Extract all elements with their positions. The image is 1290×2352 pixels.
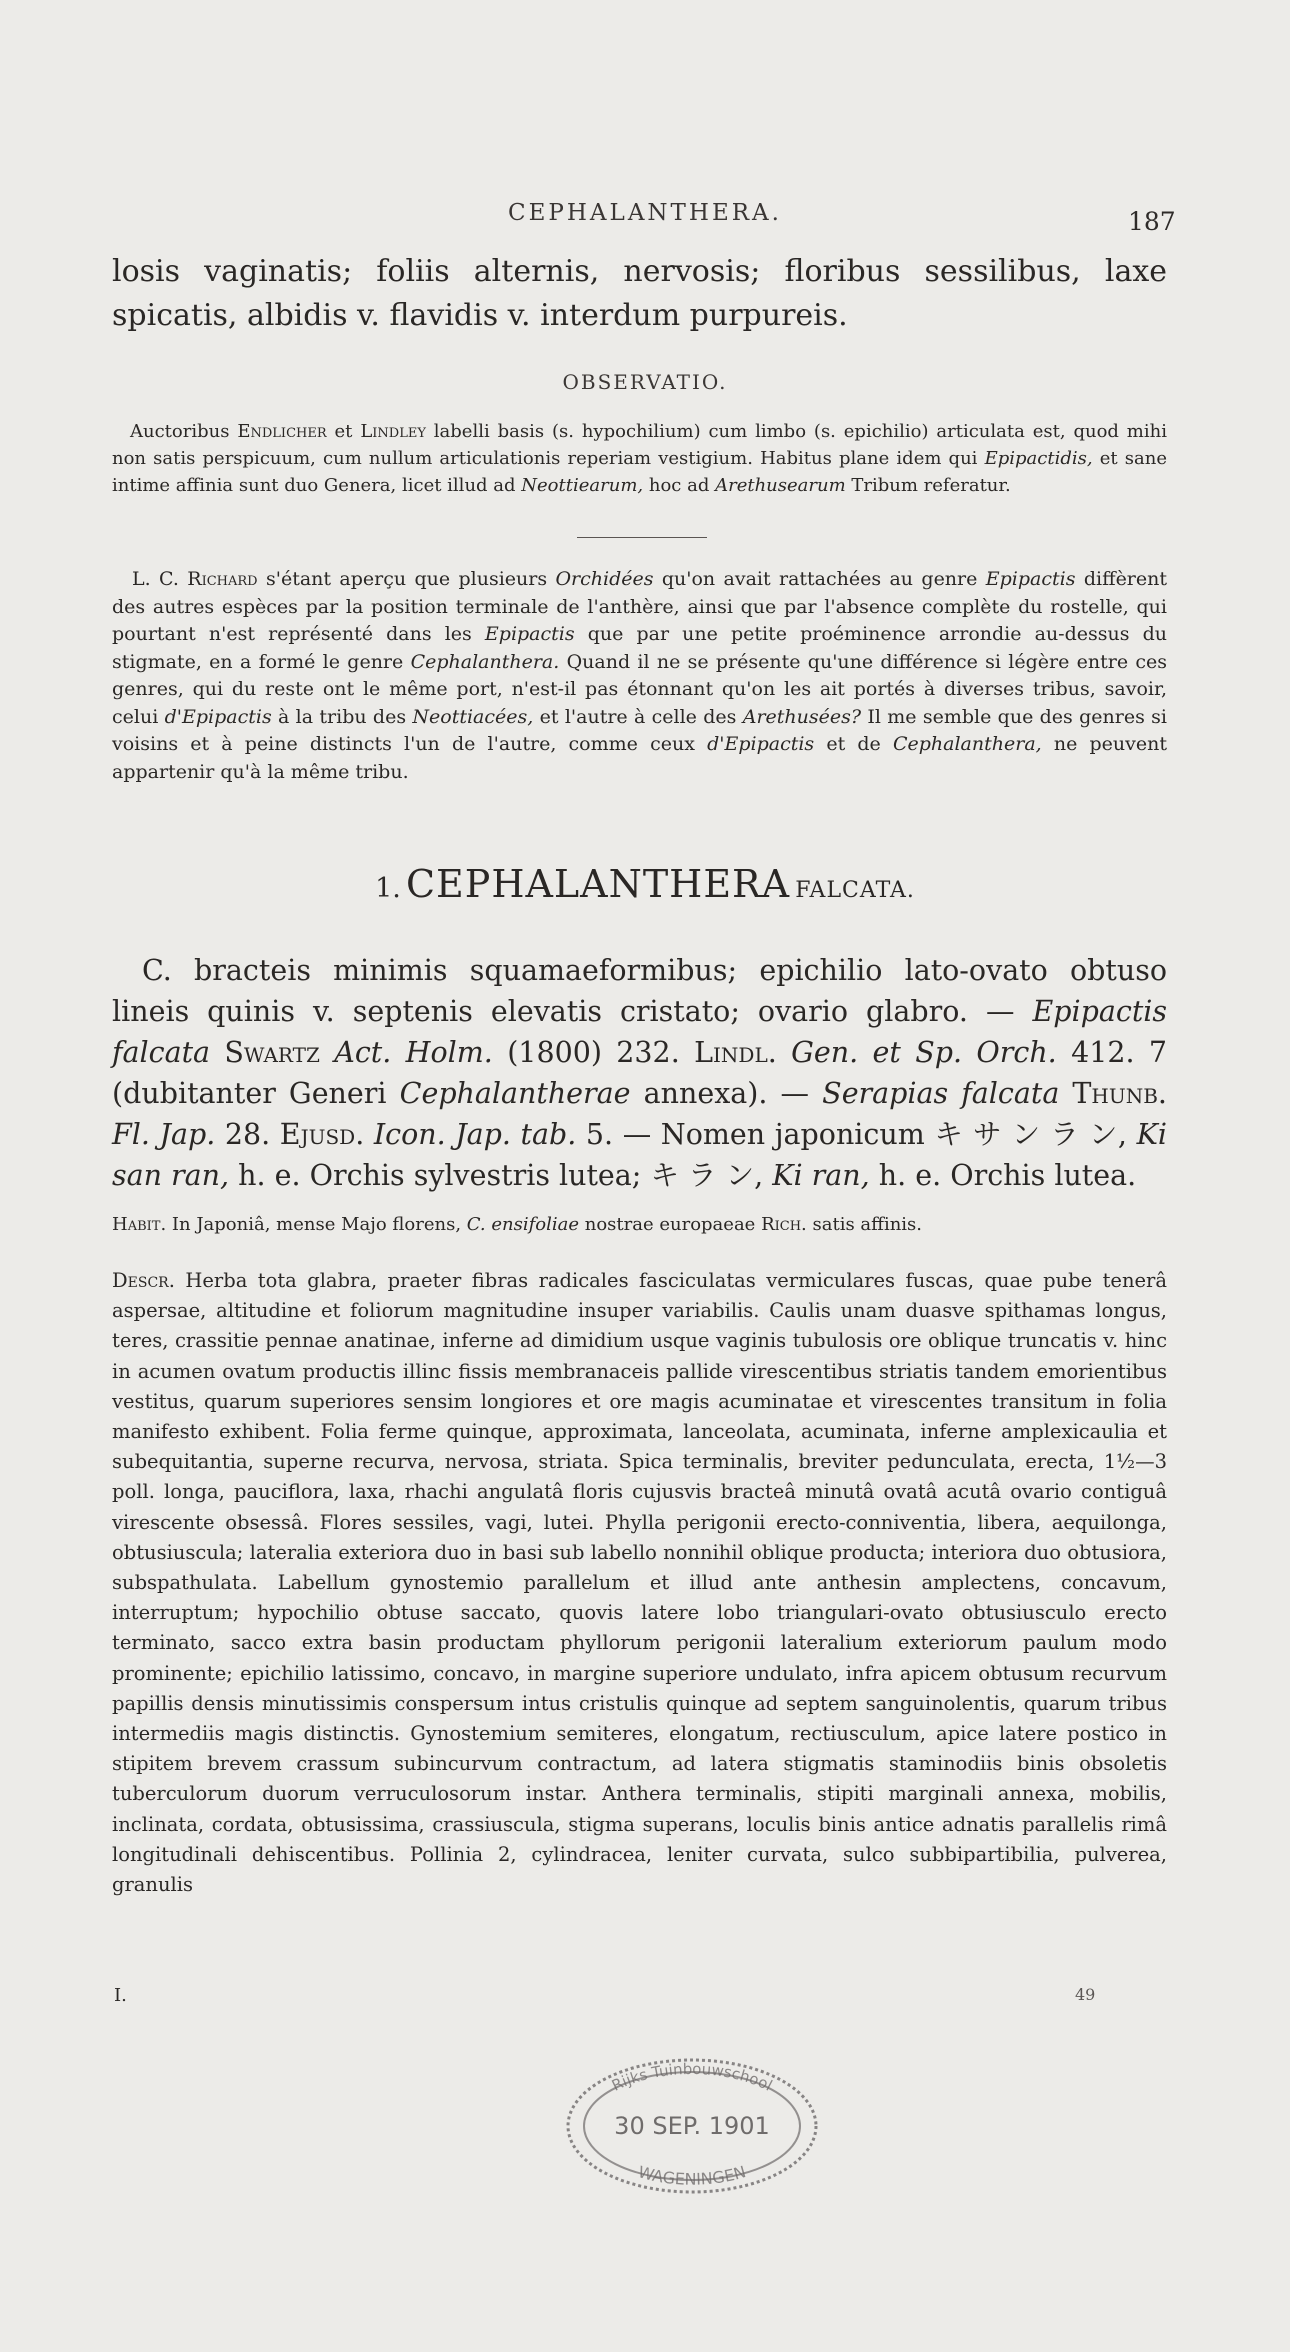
habitat-label: Habit. — [112, 1214, 167, 1235]
stamp-bottom-text: WAGENINGEN — [636, 2162, 749, 2189]
diagnosis-text: h. e. Orchis lutea. — [878, 1159, 1137, 1192]
obs-text-3: labelli basis (s. hypochilium) cum limbo (s. epichilio) articulata est, quod mihi non satis perspicuum, cum nullum articulationis reperiam vestigium. Habitus plane idem qui — [112, 421, 1167, 469]
stamp-top-text: Rijks Tuinbouwschool — [608, 2059, 776, 2095]
library-stamp — [558, 2048, 826, 2198]
habitat-text: In Japoniâ, mense Majo florens, — [171, 1214, 462, 1235]
signature-mark: I. — [114, 1985, 127, 2006]
diagnosis-text: (1800) 232. — [507, 1036, 680, 1069]
diagnosis-italic: Ki ran, — [772, 1159, 870, 1192]
diagnosis-italic: Act. Holm. — [334, 1036, 493, 1069]
diagnosis-text: h. e. Orchis sylvestris lutea; — [238, 1159, 642, 1192]
svg-text:Rijks Tuinbouwschool — [609, 2060, 775, 2095]
obs-taxon-epipactidis: Epipactidis, — [984, 448, 1093, 469]
richard-text: Quand il ne se présente qu'une différence si légère entre ces genres, qui du reste ont le même port, n'est-il pas étonnant qu'on les ait portés à diverses tribus, savoir, celui — [112, 650, 1167, 728]
habitat-text: satis affinis. — [812, 1214, 923, 1235]
obs-text-6: Tribum referatur. — [851, 475, 1011, 496]
richard-italic: d'Epipactis — [707, 733, 815, 755]
intro-paragraph: losis vaginatis; foliis alternis, nervosis; floribus sessilibus, laxe spicatis, albidis v. flavidis v. interdum purpureis. — [112, 254, 1167, 333]
obs-taxon-arethusearum: Arethusearum — [715, 475, 846, 496]
diagnosis-italic: Gen. et Sp. Orch. — [791, 1036, 1057, 1069]
diagnosis-text: 412. 7 (dubitanter Generi — [112, 1036, 1168, 1110]
richard-author: L. C. Richard — [132, 568, 258, 590]
diagnosis-text: annexa). — — [643, 1077, 810, 1110]
richard-italic: Orchidées — [555, 568, 654, 590]
richard-text: et de — [826, 733, 881, 755]
section-divider — [577, 537, 707, 538]
richard-text: et l'autre à celle des — [539, 705, 737, 728]
habitat-paragraph — [112, 1212, 1167, 1238]
sheet-number: 49 — [1075, 1985, 1096, 2004]
richard-italic: Arethusées? — [742, 705, 862, 728]
richard-italic: Epipactis — [985, 568, 1076, 590]
diagnosis-author: Ejusd. — [279, 1118, 365, 1151]
species-title — [0, 862, 1290, 906]
observatio-heading: OBSERVATIO. — [562, 370, 728, 394]
description-paragraph — [112, 1266, 1167, 1900]
richard-text: que par une petite proéminence arrondie au-dessus du stigmate, en a formé le genre — [112, 623, 1168, 673]
diagnosis-italic: Ki san ran, — [112, 1118, 1167, 1192]
diagnosis-text: , — [754, 1159, 764, 1192]
svg-text:WAGENINGEN — [636, 2162, 748, 2189]
richard-text: qu'on avait rattachées au genre — [661, 568, 978, 590]
species-genus: CEPHALANTHERA — [405, 862, 791, 906]
description-label: Descr. — [112, 1269, 175, 1292]
running-head: CEPHALANTHERA. — [508, 200, 782, 226]
diagnosis-paragraph — [112, 950, 1167, 1196]
japanese-name-kisanran: キ サ ン ラ ン — [934, 1118, 1118, 1151]
obs-taxon-neottiearum: Neottiearum, — [521, 475, 644, 496]
obs-text-1: Auctoribus — [130, 421, 230, 442]
richard-note-paragraph — [112, 566, 1167, 786]
richard-text: Il me semble que des genres si voisins et à peine distincts l'un de l'autre, comme ceux — [112, 705, 1167, 755]
diagnosis-text: 5. — Nomen japonicum — [585, 1118, 925, 1151]
richard-text: à la tribu des — [278, 705, 407, 728]
observatio-paragraph — [112, 418, 1167, 499]
richard-text: s'étant aperçu que plusieurs — [265, 568, 548, 590]
obs-text-2: et — [334, 421, 353, 442]
richard-italic: Epipactis — [484, 623, 575, 645]
diagnosis-italic: Icon. Jap. tab. — [373, 1118, 577, 1151]
habitat-italic: C. ensifoliae — [466, 1214, 579, 1235]
diagnosis-italic: Epipactis falcata — [112, 995, 1168, 1069]
richard-italic: Neottiacées, — [412, 705, 534, 728]
diagnosis-italic: Fl. Jap. — [112, 1118, 216, 1151]
diagnosis-author: Swartz — [224, 1036, 320, 1069]
description-text: Herba tota glabra, praeter fibras radicales fasciculatas vermiculares fuscas, quae pube tenerâ aspersae, altitudine et foliorum magnitudine insuper variabilis. Caulis unam duasve spithamas longus, teres, crassitie pennae anatinae, inferne ad dimidium usque vaginis tubulosis ore oblique truncatis v. hinc in acumen ovatum productis illinc fissis membranaceis pallide virescentibus striatis tandem emorientibus vestitus, quarum superiores sensim longiores et ore magis acuminatae et virescentes transitum in folia manifesto exhibent. Folia ferme quinque, approximata, lanceolata, acuminata, inferne amplexicaulia et subequitantia, superne recurva, nervosa, striata. Spica terminalis, breviter pedunculata, erecta, 1½—3 poll. longa, pauciflora, laxa, rhachi angulatâ floris cujusvis bracteâ minutâ ovatâ acutâ ovario contiguâ virescente obsessâ. Flores sessiles, vagi, lutei. Phylla perigonii erecto-conniventia, libera, aequilonga, obtusiuscula; lateralia exteriora duo in basi sub labello nonnihil oblique producta; interiora duo obtusiora, subspathulata. Labellum gynostemio parallelum et illud ante anthesin amplectens, concavum, interruptum; hypochilio obtuse saccato, quovis latere lobo triangulari-ovato obtusiusculo erecto terminato, sacco extra basin productam phyllorum perigonii lateralium exteriorum paulum modo prominente; epichilio latissimo, concavo, in margine superiore undulato, infra apicem obtusum recurvum papillis densis minutissimis conspersum intus cristulis quinque ad septem sanguinolentis, quarum tribus intermediis magis distinctis. Gynostemium semiteres, elongatum, rectiusculum, apice latere postico in stipitem brevem crassum subincurvum contractum, ad latera stigmatis staminodiis binis obsoletis tuberculorum duorum verruculosorum instar. Anthera terminalis, stipiti marginali annexa, mobilis, inclinata, cordata, obtusissima, crassiuscula, stigma superans, loculis binis antice adnatis parallelis rimâ longitudinali dehiscentibus. Pollinia 2, cylindracea, leniter curvata, sulco subbipartibilia, pulverea, granulis — [112, 1269, 1167, 1897]
diagnosis-italic: Cephalantherae — [399, 1077, 631, 1110]
species-epithet: FALCATA. — [795, 878, 915, 903]
species-number: 1. — [375, 873, 401, 904]
diagnosis-text: 28. — [224, 1118, 271, 1151]
richard-italic: d'Epipactis — [164, 705, 272, 728]
diagnosis-text: C. bracteis minimis squamaeformibus; epichilio lato-ovato obtuso lineis quinis v. septenis elevatis cristato; ovario glabro. — — [112, 954, 1167, 1028]
diagnosis-italic: Serapias falcata — [822, 1077, 1060, 1110]
obs-text-5: hoc ad — [648, 475, 710, 496]
richard-italic: Cephalanthera, — [892, 733, 1042, 755]
diagnosis-text: , — [1117, 1118, 1127, 1151]
obs-author-lindley: Lindley — [360, 421, 426, 442]
stamp-date: 30 SEP. 1901 — [614, 2112, 770, 2140]
habitat-author: Rich. — [761, 1214, 807, 1235]
japanese-name-kiran: キ ラ ン — [650, 1159, 755, 1192]
richard-italic: Cephalanthera. — [410, 650, 560, 673]
page-number: 187 — [1128, 207, 1176, 236]
obs-text-4: et sane intime affinia sunt duo Genera, licet illud ad — [112, 448, 1167, 496]
description-text-block — [112, 1266, 1167, 1900]
obs-author-endlicher: Endlicher — [237, 421, 327, 442]
richard-text: diffèrent des autres espèces par la position terminale de l'anthère, ainsi que par l'absence complète du rostelle, qui pourtant n'est représenté dans les — [112, 568, 1168, 645]
diagnosis-author: Lindl. — [694, 1036, 777, 1069]
richard-text: ne peuvent appartenir qu'à la même tribu. — [112, 733, 1167, 783]
habitat-text: nostrae europaeae — [584, 1214, 756, 1235]
diagnosis-author: Thunb. — [1072, 1077, 1167, 1110]
